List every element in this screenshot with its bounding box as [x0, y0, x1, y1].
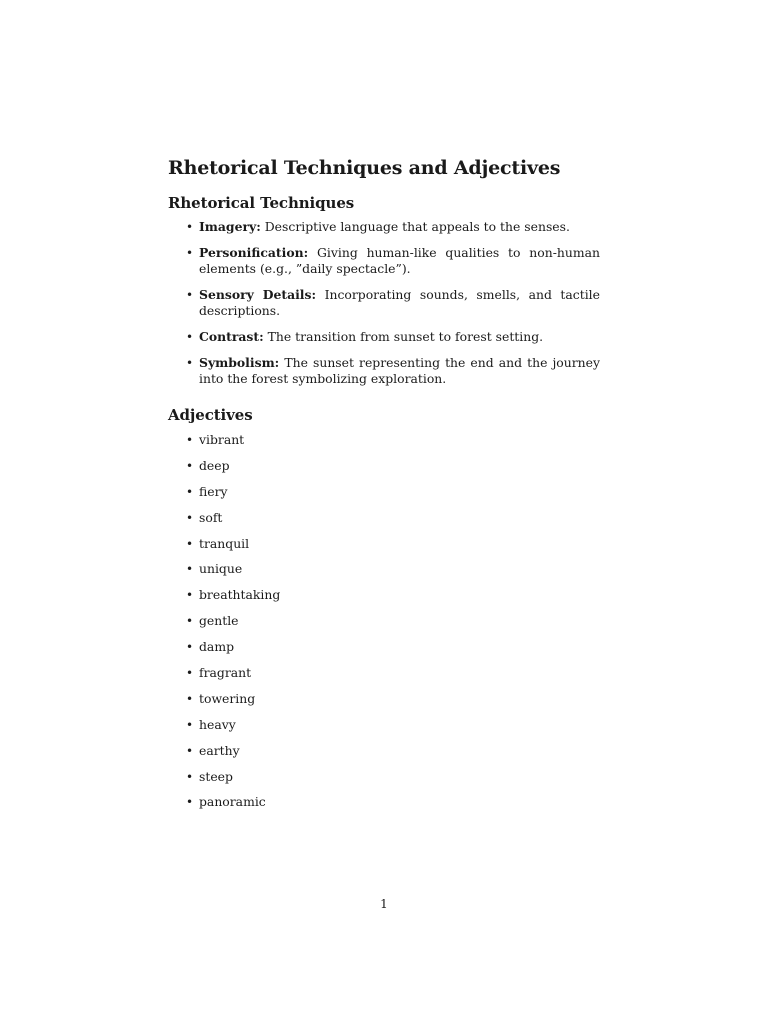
adjective-text: towering	[199, 690, 256, 706]
bullet-icon: •	[186, 691, 194, 706]
list-item	[168, 458, 600, 474]
technique-description: Descriptive language that appeals to the senses.	[264, 219, 570, 234]
list-item	[168, 432, 600, 448]
bullet-icon: •	[186, 484, 194, 499]
list-item	[168, 717, 600, 733]
bullet-icon: •	[186, 666, 194, 681]
adjective-text: fiery	[199, 483, 228, 499]
section-heading-techniques: Rhetorical Techniques	[168, 194, 355, 212]
bullet-icon: •	[186, 536, 194, 551]
bullet-icon: •	[186, 562, 194, 577]
list-item	[168, 743, 600, 759]
adjective-text: breathtaking	[199, 587, 281, 603]
bullet-icon: •	[186, 614, 194, 629]
bullet-icon: •	[186, 246, 194, 260]
technique-term: Symbolism:	[199, 355, 280, 370]
list-item	[168, 639, 600, 655]
adjective-text: earthy	[199, 742, 240, 758]
techniques-list	[168, 219, 600, 387]
page-number: 1	[380, 897, 388, 911]
technique-description: The sunset representing the end and the journey into the forest symbolizing exploration.	[199, 355, 600, 386]
adjective-text: panoramic	[199, 794, 266, 810]
list-item	[168, 769, 600, 785]
list-item	[168, 561, 600, 577]
list-item	[168, 287, 600, 319]
bullet-icon: •	[186, 769, 194, 784]
list-item	[168, 510, 600, 526]
bullet-icon: •	[186, 717, 194, 732]
bullet-icon: •	[186, 330, 194, 344]
list-item	[168, 219, 600, 235]
list-item	[168, 794, 600, 810]
bullet-icon: •	[186, 356, 194, 370]
adjective-text: deep	[199, 457, 230, 473]
adjectives-list	[168, 432, 600, 810]
bullet-icon: •	[186, 640, 194, 655]
list-item	[168, 484, 600, 500]
technique-term: Imagery:	[199, 219, 261, 234]
bullet-icon: •	[186, 220, 194, 234]
list-item	[168, 665, 600, 681]
adjective-text: unique	[199, 561, 243, 577]
adjective-text: heavy	[199, 716, 236, 732]
adjective-text: vibrant	[199, 432, 245, 447]
bullet-icon: •	[186, 743, 194, 758]
bullet-icon: •	[186, 288, 194, 302]
adjective-text: damp	[199, 639, 234, 655]
list-item	[168, 587, 600, 603]
list-item	[168, 355, 600, 387]
adjective-text: tranquil	[199, 535, 250, 551]
technique-description: Giving human-like qualities to non-human elements (e.g., ”daily spectacle”).	[199, 245, 600, 276]
technique-description: The transition from sunset to forest setting.	[267, 329, 544, 344]
adjective-text: steep	[199, 768, 233, 784]
bullet-icon: •	[186, 510, 194, 525]
list-item	[168, 613, 600, 629]
list-item	[168, 329, 600, 345]
technique-term: Contrast:	[199, 329, 264, 344]
bullet-icon: •	[186, 588, 194, 603]
adjective-text: fragrant	[199, 665, 252, 681]
bullet-icon: •	[186, 458, 194, 473]
list-item	[168, 536, 600, 552]
document-title: Rhetorical Techniques and Adjectives	[168, 157, 561, 179]
bullet-icon: •	[186, 433, 194, 447]
adjective-text: gentle	[199, 613, 239, 629]
technique-term: Sensory Details:	[199, 287, 317, 302]
list-item	[168, 245, 600, 277]
bullet-icon: •	[186, 795, 194, 810]
section-heading-adjectives: Adjectives	[168, 406, 253, 424]
adjective-text: soft	[199, 509, 223, 525]
technique-term: Personification:	[199, 245, 309, 260]
technique-description: Incorporating sounds, smells, and tactile descriptions.	[199, 287, 600, 318]
page-content	[168, 156, 600, 820]
list-item	[168, 691, 600, 707]
